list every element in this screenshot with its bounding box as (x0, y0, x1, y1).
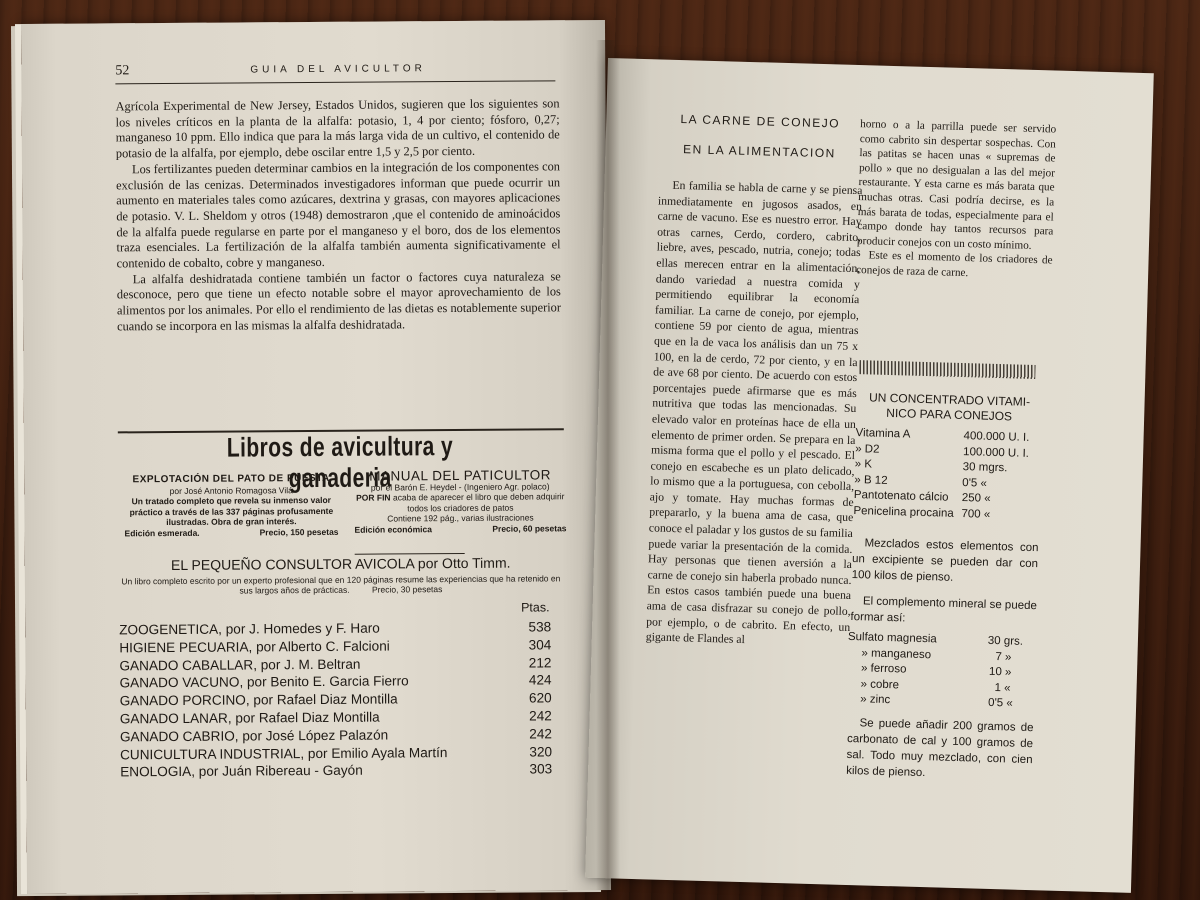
book-title: GANADO CABALLAR, por J. M. Beltran (119, 656, 361, 673)
vitamin-amount: 100.000 U. I. (962, 445, 1030, 460)
consultor-desc-text: Un libro completo escrito por un experto profesional que en 120 páginas resume las experiencias que ha retenido en sus largos años de prácticas. (121, 573, 561, 596)
ad-book-heading: MANUAL DEL PATICULTOR (369, 467, 552, 484)
ad-book-edition: Edición esmerada. (124, 527, 200, 538)
list-item (120, 761, 552, 782)
mineral-name: » zinc (860, 693, 891, 707)
ad-book-price: Precio, 60 pesetas (492, 522, 567, 534)
vitamin-amount: 400.000 U. I. (963, 430, 1030, 444)
ornamental-divider (859, 360, 1035, 379)
book-title: GANADO CABRIO, por José López Palazón (119, 727, 389, 745)
mineral-name: » cobre (860, 677, 900, 691)
book-price: 424 (528, 672, 552, 688)
paragraph: horno o a la parrilla puede ser servido como cabrito sin despertar sospechas. Con las patitas se hacen unas « supremas de pollo » que no desigualan a las del mejor restaurante. Y esta carne es más barata que muchas otras. Casi podría decirse, es la más barata de todas, especialmente para el campo donde hay tantos recursos para producir conejos con un costo mínimo. (856, 118, 1057, 252)
running-head: GUIA DEL AVICULTOR (250, 63, 426, 76)
consultor-desc (121, 573, 561, 596)
consultor-price: Precio, 30 pesetas (371, 584, 443, 595)
book-price-list (119, 618, 552, 781)
book-title: GANADO PORCINO, por Rafael Diaz Montilla (119, 691, 398, 709)
mineral-name: » manganeso (861, 646, 932, 661)
mineral-amount: 1 « (994, 681, 1011, 694)
book-price: 242 (529, 726, 552, 742)
book-title: HIGIENE PECUARIA, por Alberto C. Falcioni (119, 638, 390, 656)
ad-title: Libros de avicultura y ganaderia (226, 431, 454, 494)
vitamin-amount: 0'5 « (962, 476, 988, 490)
mineral-paragraph (850, 593, 1037, 630)
ad-book-desc-bold: POR FIN (356, 492, 391, 503)
book-price: 620 (528, 690, 552, 706)
vitamin-table (853, 427, 1046, 525)
article-title-line1: LA CARNE DE CONEJO (680, 112, 841, 131)
ad-book-author: por José Antonio Romagosa Vilá (169, 484, 293, 496)
consultor-title: EL PEQUEÑO CONSULTOR AVICOLA por Otto Timm. (170, 554, 511, 574)
mix-paragraph (851, 535, 1038, 588)
vitamin-amount: 30 mgrs. (962, 461, 1008, 475)
paragraph: Agrícola Experimental de New Jersey, Estados Unidos, sugieren que los siguientes son los niveles críticos en la planta de la alfalfa: potasio, 1, 4 por ciento; fósforo, 0,27; manganeso 10 ppm. Ello indica que para la más larga vida de un cultivo, el contenido de potasio de la alfalfa, por ejemplo, debe oscilar entre 1,5 y 2,5 por ciento. (115, 96, 560, 161)
vitamin-name: » K (854, 458, 873, 471)
page-number: 52 (115, 63, 130, 79)
vitamin-name: » B 12 (854, 473, 888, 487)
section-title (854, 390, 1045, 425)
ad-book-author: por el Barón E. Heydel - (Ingeniero Agr. polaco) (370, 480, 550, 493)
price-header: Ptas. (521, 600, 550, 615)
ad-book-price: Precio, 150 pesetas (259, 526, 339, 537)
vitamin-name: Vitamina A (855, 427, 911, 441)
vitamin-name: » D2 (855, 442, 880, 456)
book-price: 320 (529, 743, 553, 760)
final-paragraph (846, 715, 1034, 784)
section-title-line1: UN CONCENTRADO VITAMI- (868, 390, 1031, 409)
ad-book-paticultor (354, 467, 567, 535)
ad-book-pato (124, 474, 338, 538)
paragraph: En familia se habla de carne y se piensa inmediatamente en jugosos asados, en carne de vacuno. Ese es nuestro error. Hay otras carnes, Cerdo, cordero, cabrito, liebre, aves, pescado, nutria, conejo; todas ellas merecen entrar en la alimentación, dando variedad a nuestra comida y permitiendo equilibrar la economía familiar. La carne de conejo, por ejemplo, contiene 59 por ciento de agua, mientras que en la de vaca los análisis dan un 75 x 100, en la de cerdo, 72 por ciento, y en la de ave 68 por ciento. De acuerdo con estos porcentajes puede afirmarse que es más nutritiva que todas las mencionadas. Su elevado valor en proteínas hace de ella un elemento de primer orden. Se prepara en la misma forma que el pollo y el pescado. El conejo en escabeche es un plato delicado, lo mismo que a la portuguesa, con cebolla, ajo y tomate. Hay muchas formas de prepararlo, y la buena ama de casa, que conoce el paladar y los gustos de su familia puede variar la presentación de la comida. Hay personas que tienen aversión a la carne de conejo sin haberla probado nunca. En estos casos también puede una buena ama de casa disfrazar su conejo de pollo, por ejemplo, o de cabrito. En efecto, un gigante de Flandes al (645, 178, 863, 647)
ad-book-desc: Un tratado completo que revela su inmenso valor práctico a través de las 337 páginas profusamente ilustradas. Obra de gran interés. (129, 494, 334, 528)
mineral-amount: 7 » (995, 650, 1012, 663)
book-price: 303 (529, 761, 553, 777)
mineral-name: Sulfato magnesia (847, 630, 937, 646)
vitamin-amount: 250 « (961, 492, 991, 505)
book-title: GANADO VACUNO, por Benito E. Garcia Fierro (119, 673, 409, 691)
vitamin-name: Pantotenato cálcio (853, 489, 949, 504)
left-body-text (115, 96, 561, 335)
paragraph: Este es el momento de los criadores de conejos de raza de carne. (856, 249, 1053, 280)
book-title: GANADO LANAR, por Rafael Diaz Montilla (119, 709, 380, 727)
right-page (585, 58, 1154, 893)
book-price: 242 (529, 708, 552, 724)
page-header (115, 60, 555, 84)
paragraph: Los fertilizantes pueden determinar cambios en la integración de los componentes con exclusión de las cenizas. Determinados investigadores informan que puede ocurrir un aumento en materiales tales como azúcares, dextrina y grasas, con mayores aplicaciones de potasio. V. L. Sheldom y otros (1948) demostraron ,que el contenido de aminoácidos de la alfalfa puede regularse en parte por el manganeso y el boro, dos de los elementos traza esenciales. La fertilización de la alfalfa también aumenta significativamente el contenido de cobalto, cobre y manganeso. (116, 159, 561, 271)
mineral-name: » ferroso (860, 662, 907, 676)
article-column-2 (856, 117, 1056, 283)
article-column-1 (646, 177, 863, 650)
section-title-line2: NICO PARA CONEJOS (886, 405, 1013, 424)
mineral-table (846, 631, 1034, 714)
paragraph: La alfalfa deshidratada contiene también un factor o factores cuya naturaleza se desconoce, pero que tiene un efecto notable sobre el mayor aprovechamiento de los alimentos por los animales. Por ello el rendimiento de las dietas es notablemente superior cuando se incorpora en las mismas la alfalfa deshidratada. (116, 269, 562, 334)
book-title: CUNICULTURA INDUSTRIAL, por Emilio Ayala Martín (120, 744, 448, 762)
mineral-amount: 10 » (988, 665, 1012, 679)
vitamin-name: Penicelina procaina (853, 504, 954, 520)
left-page (21, 20, 611, 894)
book-price: 304 (528, 637, 552, 653)
book-title: ENOLOGIA, por Juán Ribereau - Gayón (120, 763, 363, 780)
paragraph: El complemento mineral se puede formar así: (850, 595, 1038, 625)
book-price: 212 (528, 654, 552, 671)
book-title: ZOOGENETICA, por J. Homedes y F. Haro (119, 620, 380, 638)
vitamin-amount: 700 « (961, 507, 991, 521)
book-price: 538 (528, 619, 552, 635)
ad-book-desc: acaba de aparecer el libro que deben adquirir todos los criadores de patos (392, 491, 565, 513)
paragraph: Mezclados estos elementos con un excipiente se pueden dar con 100 kilos de pienso. (851, 537, 1039, 584)
ad-book-contents: Contiene 192 pág., varias ilustraciones (387, 512, 534, 524)
ad-book-edition: Edición económica (354, 523, 433, 535)
paragraph: Se puede añadir 200 gramos de carbonato de cal y 100 gramos de sal. Todo muy mezclado, con cien kilos de pienso. (846, 717, 1034, 780)
mineral-amount: 0'5 « (987, 696, 1013, 710)
article-title-line2: EN LA ALIMENTACION (682, 142, 837, 161)
ad-book-heading: EXPLOTACIÓN DEL PATO DE PUESTA (132, 472, 330, 486)
mineral-amount: 30 grs. (987, 634, 1024, 648)
